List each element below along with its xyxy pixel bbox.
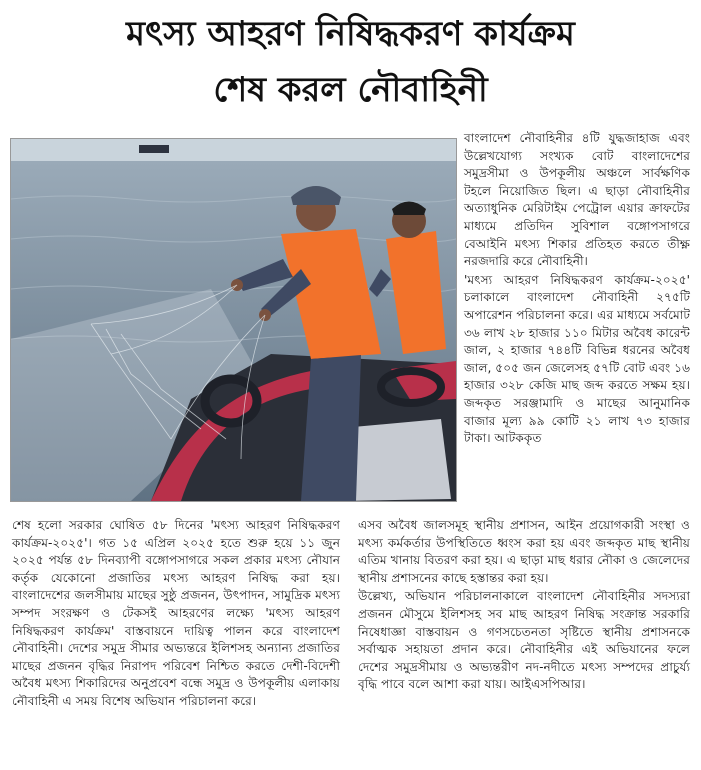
headline-line-2: শেষ করল নৌবাহিনী [213, 70, 488, 110]
paragraph-lead: শেষ হলো সরকার ঘোষিত ৫৮ দিনের 'মৎস্য আহরণ নিষিদ্ধকরণ কার্যক্রম-২০২৫'। গত ১৫ এপ্রিল ২০২৫ হতে শুরু হয়ে ১১ জুন ২০২৫ পর্যন্ত ৫৮ দিনব্যাপী বঙ্গোপসাগরে সকল প্রকার মৎস্য নৌযান কর্তৃক যেকোনো প্রজাতির মৎস্য আহরণ নিষিদ্ধ করা হয়। বাংলাদেশের জলসীমায় মাছের সুষ্ঠু প্রজনন, উৎপাদন, সামুদ্রিক মৎস্য সম্পদ সংরক্ষণ ও টেকসই আহরণের লক্ষ্যে 'মৎস্য আহরণ নিষিদ্ধকরণ কার্যক্রম' বাস্তবায়নে দায়িত্ব পালন করে বাংলাদেশ নৌবাহিনী। দেশের সমুদ্র সীমার অভ্যন্তরে ইলিশসহ অন্যান্য প্রজাতির মাছের প্রজনন বৃদ্ধির নিরাপদ পরিবেশ নিশ্চিত করতে দেশী-বিদেশী অবৈধ মৎস্য শিকারিদের অনুপ্রবেশ বন্ধে সমুদ্র ও উপকূলীয় এলাকায় নৌবাহিনী এ সময় বিশেষ অভিযান পরিচালনা করে। [12, 518, 340, 708]
article-bottom-right-column [358, 517, 690, 695]
paragraph-bottom-right-1: এসব অবৈধ জালসমূহ স্থানীয় প্রশাসন, আইন প্রয়োগকারী সংস্থা ও মৎস্য কর্মকর্তার উপস্থিতিতে ধ্বংস করা হয় এবং জব্দকৃত মাছ স্থানীয় এতিম খানায় বিতরণ করা হয়। এ ছাড়া মাছ ধরার নৌকা ও জেলেদের স্থানীয় প্রশাসনের কাছে হস্তান্তর করা হয়। [358, 518, 690, 585]
news-photo [10, 138, 457, 502]
headline-line-1: মৎস্য আহরণ নিষিদ্ধকরণ কার্যক্রম [126, 14, 575, 54]
article-bottom-left-column [12, 517, 340, 712]
paragraph-right-1: বাংলাদেশ নৌবাহিনীর ৪টি যুদ্ধজাহাজ এবং উল্লেখযোগ্য সংখ্যক বোট বাংলাদেশের সমুদ্রসীমা ও উপকূলীয় অঞ্চলে সার্বক্ষণিক টহলে নিয়োজিত ছিল। এ ছাড়া নৌবাহিনীর অত্যাধুনিক মেরিটাইম পেট্রোল এয়ার ক্রাফটের মাধ্যমে প্রতিদিন সুবিশাল বঙ্গোপসাগরে বেআইনি মৎস্য শিকার প্রতিহত করতে তীক্ষ্ণ নরজদারি করে নৌবাহিনী। [464, 131, 690, 269]
headline [0, 6, 701, 118]
paragraph-bottom-right-2: উল্লেখ্য, অভিযান পরিচালনাকালে বাংলাদেশ নৌবাহিনীর সদস্যরা প্রজনন মৌসুমে ইলিশসহ সব মাছ আহরণ নিষিদ্ধ সংক্রান্ত সরকারি নিষেধাজ্ঞা বাস্তবায়ন ও গণসচেতনতা সৃষ্টিতে স্থানীয় প্রশাসনকে সর্বাত্মক সহায়তা প্রদান করে। নৌবাহিনীর এই অভিযানের ফলে দেশের সমুদ্রসীমায় ও অভ্যন্তরীণ নদ-নদীতে মৎস্য সম্পদের প্রাচুর্য্য বৃদ্ধি পাবে বলে আশা করা যায়। আইএসপিআর। [358, 589, 690, 692]
article-right-column [464, 130, 690, 449]
paragraph-right-2: 'মৎস্য আহরণ নিষিদ্ধকরণ কার্যক্রম-২০২৫' চলাকালে বাংলাদেশ নৌবাহিনী ২৭৫টি অপারেশন পরিচালনা করে। এর মাধ্যমে সর্বমোট ৩৬ লাখ ২৮ হাজার ১১০ মিটার অবৈধ কারেন্ট জাল, ২ হাজার ৭৪৪টি বিভিন্ন ধরনের অবৈধ জাল, ৫০৫ জন জেলেসহ ৫৭টি বোট এবং ১৬ হাজার ৩২৮ কেজি মাছ জব্দ করতে সক্ষম হয়। জব্দকৃত সরঞ্জামাদি ও মাছের আনুমানিক বাজার মূল্য ৯৯ কোটি ২১ লাখ ৭৩ হাজার টাকা। আটককৃত [464, 272, 690, 446]
navy-sailors-pulling-net-illustration [11, 139, 456, 501]
